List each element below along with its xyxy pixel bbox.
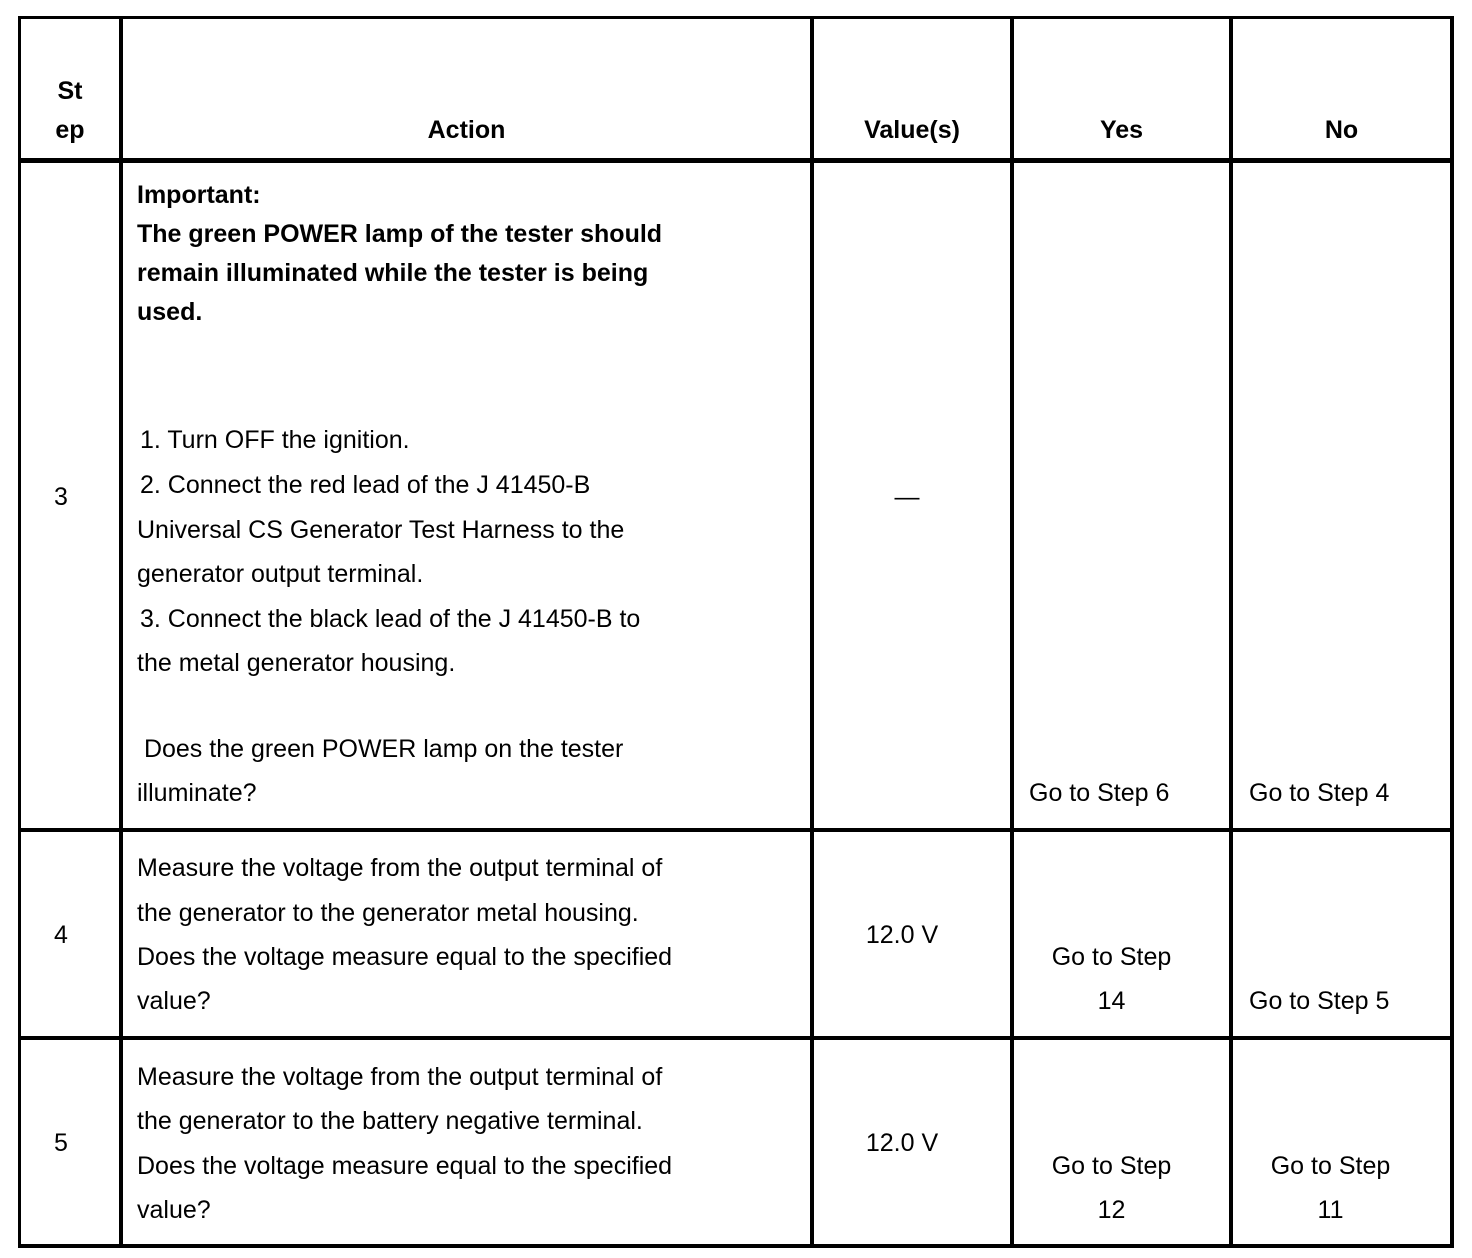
action-line: the generator to the generator metal housing. <box>137 899 639 927</box>
value-cell: 12.0 V <box>865 921 939 949</box>
yes-cell-line: 14 <box>1097 987 1126 1015</box>
table-border-left <box>18 16 21 1248</box>
action-line: the metal generator housing. <box>137 649 456 677</box>
yes-cell-line: 12 <box>1097 1196 1126 1224</box>
action-line: Measure the voltage from the output terminal of <box>137 854 663 882</box>
question-line: illuminate? <box>137 779 257 807</box>
header-yes: Yes <box>1099 116 1144 144</box>
action-line: Universal CS Generator Test Harness to the <box>137 516 625 544</box>
step-number: 4 <box>54 921 68 949</box>
header-values: Value(s) <box>864 116 960 144</box>
action-line: Does the voltage measure equal to the specified <box>137 1152 673 1180</box>
col-divider-values <box>1010 16 1014 1248</box>
action-line: 3. Connect the black lead of the J 41450-B to <box>140 605 641 633</box>
table-border-top <box>18 16 1454 19</box>
col-divider-step <box>119 16 123 1248</box>
header-action: Action <box>427 116 506 144</box>
value-cell: 12.0 V <box>865 1129 939 1157</box>
no-cell: Go to Step 4 <box>1249 779 1390 807</box>
col-divider-yes <box>1229 16 1233 1248</box>
action-line: Does the voltage measure equal to the specified <box>137 943 673 971</box>
no-cell-line: 11 <box>1317 1196 1344 1224</box>
action-line: the generator to the battery negative terminal. <box>137 1107 643 1135</box>
header-step-line2: ep <box>55 116 85 144</box>
no-cell-line: Go to Step <box>1270 1152 1391 1180</box>
value-cell: — <box>894 483 920 511</box>
yes-cell-line: Go to Step <box>1051 1152 1172 1180</box>
important-label: Important: <box>137 181 261 209</box>
table-border-bottom <box>18 1244 1454 1248</box>
action-line: 1. Turn OFF the ignition. <box>140 426 410 454</box>
action-line: value? <box>137 987 211 1015</box>
row-3-bottom-border <box>18 828 1454 832</box>
action-line: value? <box>137 1196 211 1224</box>
col-divider-action <box>810 16 814 1248</box>
yes-cell-line: Go to Step <box>1051 943 1172 971</box>
step-number: 5 <box>54 1129 68 1157</box>
important-note-line: remain illuminated while the tester is being <box>137 259 649 287</box>
important-note-line: The green POWER lamp of the tester should <box>137 220 663 248</box>
row-4-bottom-border <box>18 1036 1454 1040</box>
yes-cell: Go to Step 6 <box>1029 779 1170 807</box>
action-line: generator output terminal. <box>137 560 424 588</box>
table-border-right <box>1450 16 1454 1248</box>
header-bottom-border <box>18 158 1454 163</box>
no-cell: Go to Step 5 <box>1249 987 1390 1015</box>
action-line: Measure the voltage from the output terminal of <box>137 1063 663 1091</box>
important-note-line: used. <box>137 298 203 326</box>
question-line: Does the green POWER lamp on the tester <box>137 735 624 763</box>
header-step-line1: St <box>57 77 83 105</box>
step-number: 3 <box>54 483 68 511</box>
action-line: 2. Connect the red lead of the J 41450-B <box>140 471 591 499</box>
header-no: No <box>1324 116 1359 144</box>
